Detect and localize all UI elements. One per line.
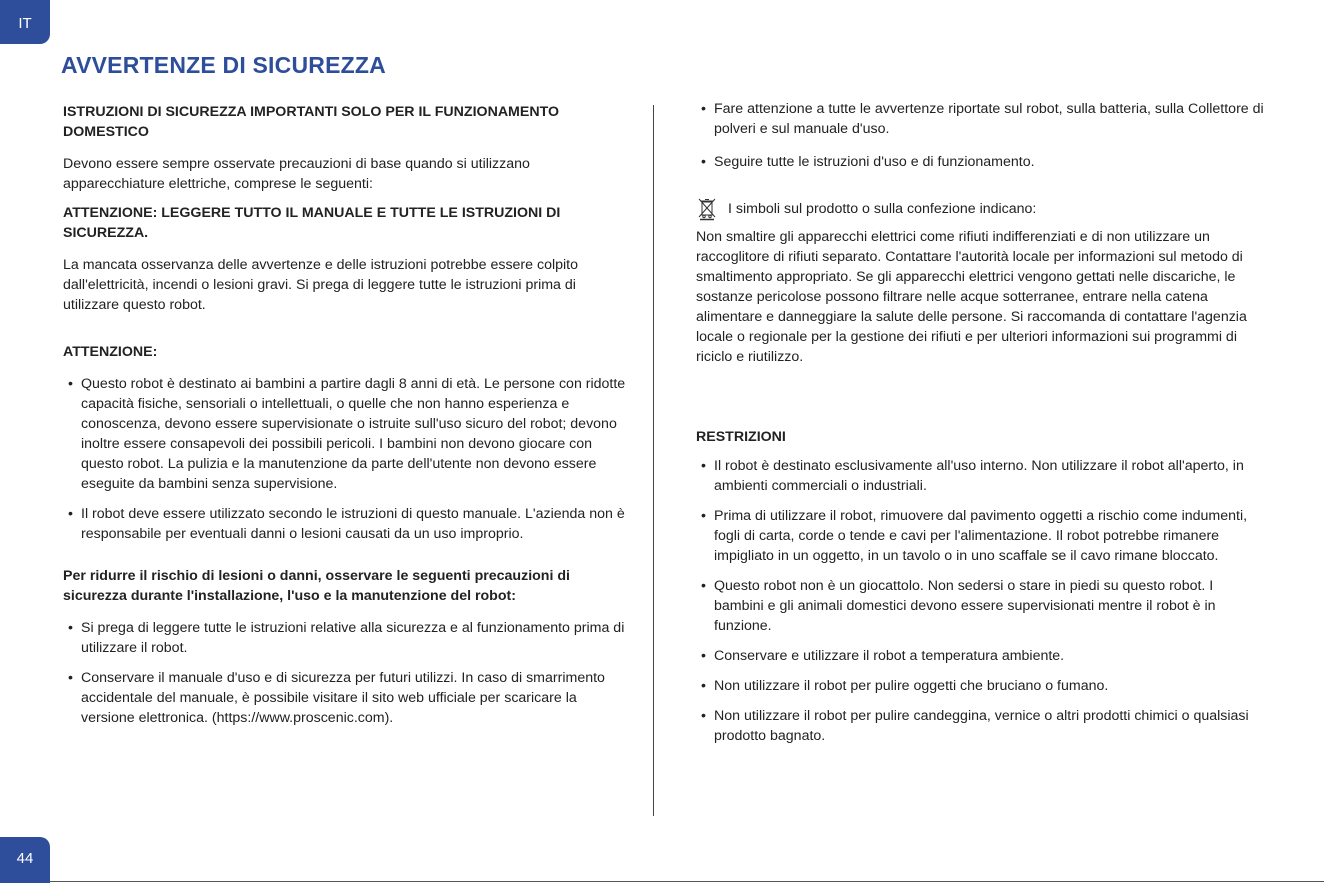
list-item: • Fare attenzione a tutte le avvertenze riportate sul robot, sulla batteria, sulla Collettore di polveri e sul manuale d'uso. [696, 99, 1266, 139]
list-item: • Questo robot è destinato ai bambini a partire dagli 8 anni di età. Le persone con ridotte capacità fisiche, sensoriali o intellettuali, o quelle che non hanno esperienza e conoscenza, devono essere supervisionate o istruite sull'uso sicuro del robot; devono inoltre essere consapevoli dei possibili pericoli. I bambini non devono giocare con questo robot. La pulizia e la manutenzione da parte dell'utente non devono essere eseguite da bambini senza supervisione. [63, 374, 628, 494]
right-column [696, 99, 1266, 746]
list-item: • Seguire tutte le istruzioni d'uso e di funzionamento. [696, 152, 1266, 172]
precautions-heading: Per ridurre il rischio di lesioni o danni, osservare le seguenti precauzioni di sicurezza durante l'installazione, l'uso e la manutenzione del robot: [63, 568, 570, 604]
list-item: • Non utilizzare il robot per pulire oggetti che bruciano o fumano. [696, 676, 1266, 696]
language-tab: IT [0, 0, 50, 44]
list-item: • Il robot è destinato esclusivamente all'uso interno. Non utilizzare il robot all'aperto, in ambienti commerciali o industriali. [696, 456, 1266, 496]
warning-paragraph: La mancata osservanza delle avvertenze e delle istruzioni potrebbe essere colpito dall'elettricità, incendi o lesioni gravi. Si prega di leggere tutte le istruzioni prima di utilizzare questo robot. [63, 257, 578, 313]
column-divider [653, 105, 654, 816]
warning-heading-read-manual: ATTENZIONE: LEGGERE TUTTO IL MANUALE E TUTTE LE ISTRUZIONI DI SICUREZZA. [63, 205, 561, 241]
bottom-rule [0, 881, 1324, 882]
list-item: • Conservare il manuale d'uso e di sicurezza per futuri utilizzi. In caso di smarrimento accidentale del manuale, è possibile visitare il sito web ufficiale per scaricare la versione elettronica. (https://www.proscenic.com). [63, 668, 628, 728]
list-item: • Questo robot non è un giocattolo. Non sedersi o stare in piedi su questo robot. I bambini e gli animali domestici devono essere supervisionati mentre il robot è in funzione. [696, 576, 1266, 636]
attention-list [63, 374, 628, 544]
precautions-list [63, 618, 628, 728]
restrictions-heading: RESTRIZIONI [696, 429, 786, 445]
list-item: • Prima di utilizzare il robot, rimuovere dal pavimento oggetti a rischio come indumenti, fogli di carta, corde o tende e cavi per l'alimentazione. Il robot potrebbe rimanere impigliato in un oggetto, in un tavolo o in uno scaffale se il cavo rimane bloccato. [696, 506, 1266, 566]
attention-heading: ATTENZIONE: [63, 344, 158, 360]
crossed-out-bin-icon [696, 197, 718, 221]
left-column [63, 102, 628, 728]
weee-label: I simboli sul prodotto o sulla confezione indicano: [728, 201, 1037, 217]
list-item: • Si prega di leggere tutte le istruzioni relative alla sicurezza e al funzionamento prima di utilizzare il robot. [63, 618, 628, 658]
section-heading-safety: ISTRUZIONI DI SICUREZZA IMPORTANTI SOLO PER IL FUNZIONAMENTO DOMESTICO [63, 104, 560, 140]
page-title: AVVERTENZE DI SICUREZZA [61, 52, 386, 78]
general-list [696, 99, 1266, 172]
page-number-tab: 44 [0, 837, 50, 883]
list-item: • Non utilizzare il robot per pulire candeggina, vernice o altri prodotti chimici o qualsiasi prodotto bagnato. [696, 706, 1266, 746]
restrictions-list [696, 456, 1266, 746]
list-item: • Il robot deve essere utilizzato secondo le istruzioni di questo manuale. L'azienda non è responsabile per eventuali danni o lesioni causati da un uso improprio. [63, 504, 628, 544]
weee-symbol-row [696, 197, 1266, 221]
list-item: • Conservare e utilizzare il robot a temperatura ambiente. [696, 646, 1266, 666]
weee-disposal-text: Non smaltire gli apparecchi elettrici come rifiuti indifferenziati e di non utilizzare un raccoglitore di rifiuti separato. Contattare l'autorità locale per informazioni sul metodo di smaltimento appropriato. Se gli apparecchi elettrici vengono gettati nelle discariche, le sostanze pericolose possono filtrare nelle acque sotterranee, entrare nella catena alimentare e danneggiare la salute delle persone. Si raccomanda di contattare l'agenzia locale o regionale per la gestione dei rifiuti e per ulteriori informazioni sui programmi di riciclo e riutilizzo. [696, 229, 1247, 365]
intro-paragraph: Devono essere sempre osservate precauzioni di base quando si utilizzano apparecchiature elettriche, comprese le seguenti: [63, 156, 530, 192]
